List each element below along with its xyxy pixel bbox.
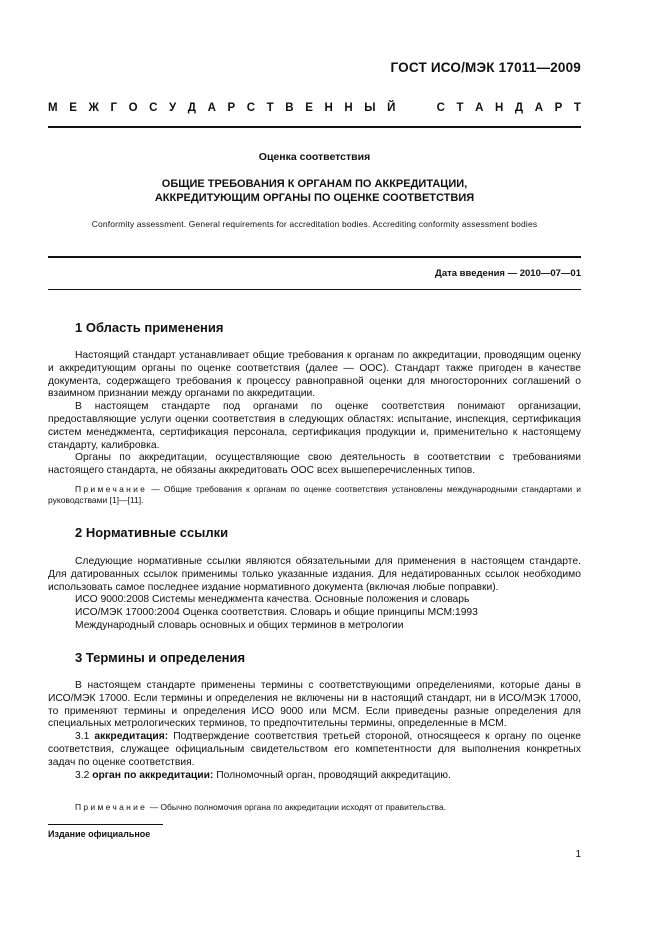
heading-letter: Ж — [88, 102, 99, 114]
section-1-note — [48, 484, 581, 506]
heading-letter — [422, 102, 425, 114]
title-rule — [48, 256, 581, 258]
heading-letter: В — [285, 102, 294, 114]
term-number: 3.2 — [75, 769, 93, 781]
heading-letter: Ы — [364, 102, 376, 114]
term-name: аккредитация: — [94, 731, 169, 743]
term-number: 3.1 — [75, 731, 95, 743]
paragraph: В настоящем стандарте применены термины с соответствующими определениями, которые даны в ИСО/МЭК 17000. Если термины и определения не включены ни в настоящий стандарт, ни в ИСО/МЭК 17000, то применяют термины и определения ИСО 9000 или МСМ. Если приведены разные определения для специальных метрологических терминов, то предпочтительны термины, определенные в МСМ. — [48, 680, 581, 730]
note-label: Примечание — [75, 484, 148, 494]
reference-item: Международный словарь основных и общих терминов в метрологии — [75, 619, 404, 631]
heading-letter: С — [246, 102, 256, 114]
heading-letter: М — [48, 102, 58, 114]
section-3-heading: 3 Термины и определения — [75, 650, 246, 665]
term-definition: Подтверждение соответствия третьей стороной, относящееся к органу по оценке соответствия, служащее официальным свидетельством его компетентности для выполнения конкретных задач по оценке соответствия. — [48, 731, 581, 768]
heading-letter: Р — [554, 102, 563, 114]
heading-letter: А — [534, 102, 544, 114]
english-title: Conformity assessment. General requirements for accreditation bodies. Accrediting conformity assessment bodies — [91, 219, 538, 229]
section-3-body — [48, 680, 581, 782]
reference-item: ИСО/МЭК 17000:2004 Оценка соответствия. Словарь и общие принципы МСМ:1993 — [75, 607, 478, 619]
date-rule — [48, 289, 581, 290]
footer-rule — [48, 824, 163, 825]
heading-letter: С — [149, 102, 158, 114]
heading-letter — [407, 102, 410, 114]
top-rule — [48, 126, 581, 128]
note-label: Примечание — [75, 802, 148, 812]
heading-letter: Д — [514, 102, 524, 114]
heading-letter: А — [207, 102, 216, 114]
paragraph: В настоящем стандарте под органами по оценке соответствия понимают организации, предоставляющие услуги оценки соответствия в следующих областях: испытание, инспекция, сертификация систем менеджмента, сертификация персонала, сертификация продукции и, применительно к настоящему стандарту, калибровка. — [48, 401, 581, 451]
heading-letter: Д — [187, 102, 196, 114]
standard-code: ГОСТ ИСО/МЭК 17011—2009 — [390, 60, 581, 75]
section-2-body — [48, 556, 581, 633]
paragraph: Органы по аккредитации, осуществляющие свою деятельность в соответствии с требованиями настоящего стандарта, не обязаны аккредитовать ООС всех вышеперечисленных типов. — [48, 452, 581, 477]
term-entry-3-2 — [48, 770, 581, 783]
document-subject: Оценка соответствия — [258, 151, 371, 163]
page-number: 1 — [575, 849, 581, 860]
heading-letter: Р — [227, 102, 236, 114]
section-1-body — [48, 350, 581, 478]
introduction-date: Дата введения — 2010—07—01 — [435, 268, 581, 279]
term-name: орган по аккредитации: — [92, 769, 214, 781]
heading-letter: Т — [573, 102, 581, 114]
section-3-note — [48, 802, 581, 813]
note-text: — Обычно полномочия органа по аккредитации исходят от правительства. — [147, 802, 447, 812]
document-title — [48, 177, 581, 205]
heading-letter: А — [475, 102, 484, 114]
heading-letter: Е — [69, 102, 77, 114]
standard-type-heading — [48, 102, 581, 114]
heading-letter: О — [128, 102, 138, 114]
heading-letter: Г — [110, 102, 117, 114]
heading-letter: Т — [456, 102, 464, 114]
heading-letter: Н — [495, 102, 504, 114]
note-text: — Общие требования к органам по оценке соответствия установлены международными стандартами и руководствами [1]—[11]. — [48, 484, 581, 505]
heading-letter: Й — [387, 102, 396, 114]
section-1-heading: 1 Область применения — [75, 320, 224, 335]
heading-letter: Е — [305, 102, 313, 114]
section-2-heading: 2 Нормативные ссылки — [75, 525, 229, 540]
heading-letter: Н — [324, 102, 333, 114]
term-definition: Полномочный орган, проводящий аккредитацию. — [213, 769, 451, 781]
paragraph: Настоящий стандарт устанавливает общие требования к органам по аккредитации, проводящим оценку и аккредитующим органы по оценке соответствия (далее — ООС). Стандарт также пригоден в качестве документа, содержащего требования к процессу равноправной оценки для многосторонних соглашений о взаимном признании между органами по аккредитации. — [48, 350, 581, 400]
heading-letter: У — [169, 102, 177, 114]
paragraph: Следующие нормативные ссылки являются обязательными для применения в настоящем стандарте. Для датированных ссылок применимы только указанные издания. Для недатированных ссылок необходимо использовать самое последнее издание нормативного документа (включая любые поправки). — [48, 556, 581, 593]
heading-letter: С — [436, 102, 445, 114]
reference-item: ИСО 9000:2008 Системы менеджмента качества. Основные положения и словарь — [75, 594, 470, 606]
term-entry-3-1 — [48, 731, 581, 769]
title-line-1: ОБЩИЕ ТРЕБОВАНИЯ К ОРГАНАМ ПО АККРЕДИТАЦИИ, — [161, 178, 468, 190]
title-line-2: АККРЕДИТУЮЩИМ ОРГАНЫ ПО ОЦЕНКЕ СООТВЕТСТВИЯ — [154, 192, 475, 204]
edition-label: Издание официальное — [48, 829, 151, 839]
heading-letter: Т — [266, 102, 274, 114]
heading-letter: Н — [344, 102, 353, 114]
